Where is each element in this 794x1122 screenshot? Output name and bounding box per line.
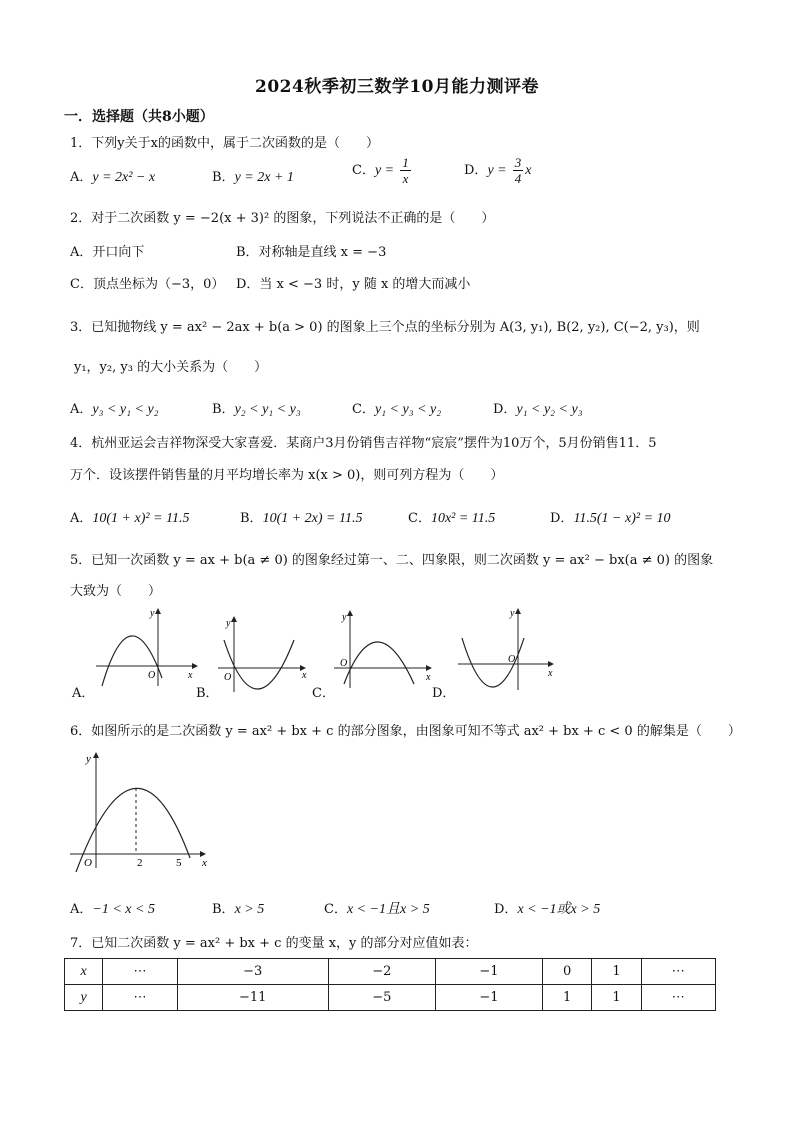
table-cell: −11 bbox=[177, 985, 328, 1011]
q5-graph-b[interactable] bbox=[214, 614, 310, 694]
q2-option-c[interactable]: C．顶点坐标为（−3，0） bbox=[70, 277, 225, 292]
q6-option-c[interactable]: C．x < −1且x > 5 bbox=[324, 902, 430, 917]
axis-y-label: y bbox=[226, 618, 231, 629]
axis-x-label: x bbox=[188, 670, 193, 681]
fraction: $\frac{3}{4}$ bbox=[514, 155, 522, 186]
question-2-stem: 2．对于二次函数 y = −2(x + 3)² 的图象，下列说法不正确的是（ ） bbox=[70, 211, 495, 226]
table-cell: x bbox=[65, 959, 103, 985]
origin-label: O bbox=[508, 654, 516, 665]
table-cell: 0 bbox=[543, 959, 592, 985]
q6-graph bbox=[66, 748, 216, 872]
q4-option-b[interactable]: B．10(1 + 2x) = 11.5 bbox=[240, 511, 363, 526]
axis-x-label: x bbox=[202, 857, 207, 869]
table-cell: ⋯ bbox=[641, 985, 715, 1011]
question-7-stem: 7．已知二次函数 y = ax² + bx + c 的变量 x，y 的部分对应值如表： bbox=[70, 936, 478, 951]
q5-graph-a[interactable] bbox=[92, 606, 202, 690]
axis-x-label: x bbox=[302, 670, 307, 681]
question-5-stem: 5．已知一次函数 y = ax + b(a ≠ 0) 的图象经过第一、二、四象限，则二次函数 y = ax² − bx(a ≠ 0) 的图象 bbox=[70, 553, 714, 568]
q4-option-c[interactable]: C．10x² = 11.5 bbox=[408, 511, 496, 526]
table-cell: −1 bbox=[435, 985, 542, 1011]
question-6-stem: 6．如图所示的是二次函数 y = ax² + bx + c 的部分图象，由图象可知不等式 ax² + bx + c < 0 的解集是（ ） bbox=[70, 724, 741, 739]
table-cell: −3 bbox=[177, 959, 328, 985]
axis-x-label: x bbox=[426, 672, 431, 683]
q5-option-b-label[interactable]: B． bbox=[196, 686, 219, 701]
q2-option-b[interactable]: B．对称轴是直线 x = −3 bbox=[236, 245, 387, 260]
q1-option-c[interactable]: C．y = $\frac{1}{x}$ bbox=[352, 155, 409, 186]
origin-label: O bbox=[84, 857, 92, 869]
q6-option-a[interactable]: A．−1 < x < 5 bbox=[70, 902, 155, 917]
q5-option-c-label[interactable]: C． bbox=[312, 686, 335, 701]
table-cell: y bbox=[65, 985, 103, 1011]
q4-option-d[interactable]: D．11.5(1 − x)² = 10 bbox=[550, 511, 671, 526]
table-cell: 1 bbox=[592, 959, 641, 985]
table-cell: 1 bbox=[592, 985, 641, 1011]
table-cell: 1 bbox=[543, 985, 592, 1011]
table-row bbox=[65, 985, 716, 1011]
table-cell: ⋯ bbox=[103, 959, 177, 985]
q5-graph-c[interactable] bbox=[330, 608, 436, 692]
q5-option-d-label[interactable]: D． bbox=[432, 686, 456, 701]
tick-label-2: 2 bbox=[137, 857, 143, 869]
q2-option-a[interactable]: A．开口向下 bbox=[70, 245, 145, 260]
q4-option-a[interactable]: A．10(1 + x)² = 11.5 bbox=[70, 511, 190, 526]
section-heading: 一．选择题（共8小题） bbox=[64, 109, 214, 125]
q1-option-b[interactable]: B．y = 2x + 1 bbox=[212, 170, 294, 185]
question-3-stem-cont: y₁，y₂, y₃ 的大小关系为（ ） bbox=[74, 360, 268, 375]
table-cell: −1 bbox=[435, 959, 542, 985]
table-cell: ⋯ bbox=[641, 959, 715, 985]
q6-option-b[interactable]: B．x > 5 bbox=[212, 902, 265, 917]
q3-option-b[interactable]: B．y₂ < y₁ < y₃ bbox=[212, 402, 301, 417]
tick-label-5: 5 bbox=[176, 857, 182, 869]
question-4-stem-cont: 万个．设该摆件销售量的月平均增长率为 x(x > 0)，则可列方程为（ ） bbox=[70, 468, 504, 483]
q2-option-d[interactable]: D．当 x < −3 时，y 随 x 的增大而减小 bbox=[236, 277, 471, 292]
origin-label: O bbox=[148, 670, 156, 681]
page-title: 2024秋季初三数学10月能力测评卷 bbox=[255, 77, 539, 97]
question-1-stem: 1．下列y关于x的函数中，属于二次函数的是（ ） bbox=[70, 136, 379, 151]
q1-option-d[interactable]: D．y = $\frac{3}{4}$ x bbox=[464, 155, 532, 186]
q3-option-c[interactable]: C．y₁ < y₃ < y₂ bbox=[352, 402, 442, 417]
origin-label: O bbox=[224, 672, 232, 683]
axis-y-label: y bbox=[86, 753, 91, 765]
q5-option-a-label[interactable]: A． bbox=[72, 686, 95, 701]
table-cell: −5 bbox=[328, 985, 435, 1011]
axis-y-label: y bbox=[510, 608, 515, 619]
fraction: $\frac{1}{x}$ bbox=[402, 155, 409, 186]
q6-option-d[interactable]: D．x < −1或x > 5 bbox=[494, 902, 601, 917]
q3-option-d[interactable]: D．y₁ < y₂ < y₃ bbox=[493, 402, 583, 417]
axis-y-label: y bbox=[150, 608, 155, 619]
origin-label: O bbox=[340, 658, 348, 669]
table-row bbox=[65, 959, 716, 985]
axis-y-label: y bbox=[342, 612, 347, 623]
q5-graph-d[interactable] bbox=[454, 606, 560, 692]
axis-x-label: x bbox=[548, 668, 553, 679]
table-cell: −2 bbox=[328, 959, 435, 985]
q3-option-a[interactable]: A．y₃ < y₁ < y₂ bbox=[70, 402, 159, 417]
q1-option-a[interactable]: A．y = 2x² − x bbox=[70, 170, 156, 185]
question-5-stem-cont: 大致为（ ） bbox=[70, 584, 162, 599]
question-3-stem: 3．已知抛物线 y = ax² − 2ax + b(a > 0) 的图象上三个点的坐标分别为 A(3, y₁), B(2, y₂), C(−2, y₃)，则 bbox=[70, 320, 700, 335]
table-cell: ⋯ bbox=[103, 985, 177, 1011]
value-table bbox=[64, 958, 716, 1011]
question-4-stem: 4．杭州亚运会吉祥物深受大家喜爱．某商户3月份销售吉祥物“宸宸”摆件为10万个，5月份销售11．5 bbox=[70, 436, 657, 451]
